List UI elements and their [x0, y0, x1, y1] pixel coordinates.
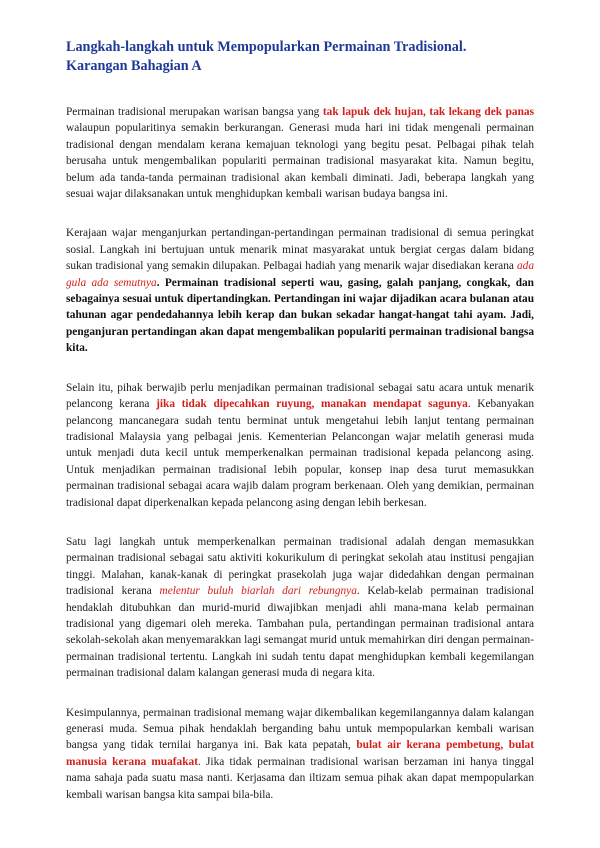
title-line-1: Langkah-langkah untuk Mempopularkan Permainan Tradisional. — [66, 39, 467, 55]
paragraph-cocurriculum — [66, 534, 534, 682]
paragraph-tourism — [66, 380, 534, 511]
proverb-highlight: jika tidak dipecahkan ruyung, manakan mendapat sagunya — [156, 398, 468, 411]
text-segment: Selain itu, pihak berwajib perlu menjadikan permainan tradisional sebagai satu acara untuk menarik pelancong kerana — [66, 381, 534, 411]
proverb-highlight: bulat air kerana pembetung, bulat manusia kerana muafakat — [66, 739, 534, 768]
text-segment: Satu lagi langkah untuk memperkenalkan permainan tradisional adalah dengan memasukkan permainan tradisional sebagai satu aktiviti kokurikulum di peringkat sekolah atau institusi pengajian tinggi. Malahan, kanak-kanak di peringkat prasekolah juga wajar didedahkan dengan permainan tradisional kerana — [66, 535, 534, 598]
title-line-2: Karangan Bahagian A — [66, 58, 202, 74]
bold-text-segment: . Permainan tradisional seperti wau, gasing, galah panjang, congkak, dan sebagainya sesuai untuk dipertandingkan. Pertandingan ini wajar dijadikan acara bulanan atau tahunan agar pendedahannya lebih kerap dan bukan sekadar hangat-hangat tahi ayam. Jadi, penganjuran pertandingan akan dapat mengembalikan populariti permainan tradisional bangsa kita. — [66, 276, 534, 355]
text-segment: walaupun popularitinya semakin berkurangan. Generasi muda hari ini tidak mengenali permainan tradisional dengan mendalam kerana kemajuan teknologi yang begitu pesat. Pelbagai pihak telah berusaha untuk mengembalikan populariti permainan tradisional masyarakat kita. Namun begitu, belum ada tanda-tanda permainan tradisional akan kembali diminati. Jadi, beberapa langkah yang sesuai wajar dilaksanakan untuk menghidupkan kembali warisan budaya bangsa ini. — [66, 122, 534, 201]
paragraph-conclusion — [66, 705, 534, 803]
text-segment: Kesimpulannya, permainan tradisional memang wajar dikembalikan kegemilangannya dalam kalangan generasi muda. Semua pihak hendaklah berganding bahu untuk mempopularkan kembali warisan bangsa yang tidak ternilai harganya ini. Bak kata pepatah, — [66, 706, 534, 752]
proverb-highlight: melentur buluh biarlah dari rebungnya — [159, 585, 357, 598]
text-segment: . Jika tidak permainan tradisional warisan berzaman ini hanya tinggal nama sahaja pada suatu masa nanti. Kerjasama dan iltizam semua pihak akan dapat mempopularkan kembali warisan bangsa kita sampai bila-bila. — [66, 755, 535, 801]
document-title — [66, 38, 534, 76]
text-segment: Kerajaan wajar menganjurkan pertandingan-pertandingan permainan tradisional di semua peringkat sosial. Langkah ini bertujuan untuk menarik minat masyarakat untuk bergiat cergas dalam bidang sukan tradisional yang semakin dilupakan. Pelbagai hadiah yang menarik wajar disediakan kerana — [66, 227, 534, 273]
text-segment: Permainan tradisional merupakan warisan bangsa yang — [66, 106, 323, 118]
text-segment: . Kelab-kelab permainan tradisional hendaklah ditubuhkan dan murid-murid diwajibkan menjadi ahli mana-mana kelab permainan tradisional yang digemari oleh mereka. Tambahan pula, pertandingan permainan tradisional antara sekolah-sekolah akan menyemarakkan lagi semangat murid untuk memahirkan diri dengan permainan-permainan tradisional tertentu. Langkah ini sudah tentu dapat menghidupkan kembali kegemilangan permainan tradisional dalam kalangan generasi muda di negara kita. — [66, 585, 535, 680]
paragraph-intro — [66, 104, 534, 202]
text-segment: . Kebanyakan pelancong mancanegara sudah tentu berminat untuk mengetahui lebih lanjut tentang permainan tradisional Malaysia yang pelbagai jenis. Kementerian Pelancongan wajar melatih generasi muda untuk menjadi duta kecil untuk memperkenalkan permainan tradisional kepada pelancong asing. Untuk menjadikan permainan tradisional lebih popular, konsep inap desa turut memasukkan permainan tradisional sebagai acara wajib dalam program berkenaan. Oleh yang demikian, permainan tradisional dapat diperkenalkan kepada pelancong asing dengan lebih berkesan. — [66, 398, 534, 509]
proverb-highlight: ada gula ada semutnya — [66, 260, 534, 289]
proverb-highlight: tak lapuk dek hujan, tak lekang dek panas — [322, 106, 534, 118]
paragraph-competitions — [66, 225, 534, 356]
